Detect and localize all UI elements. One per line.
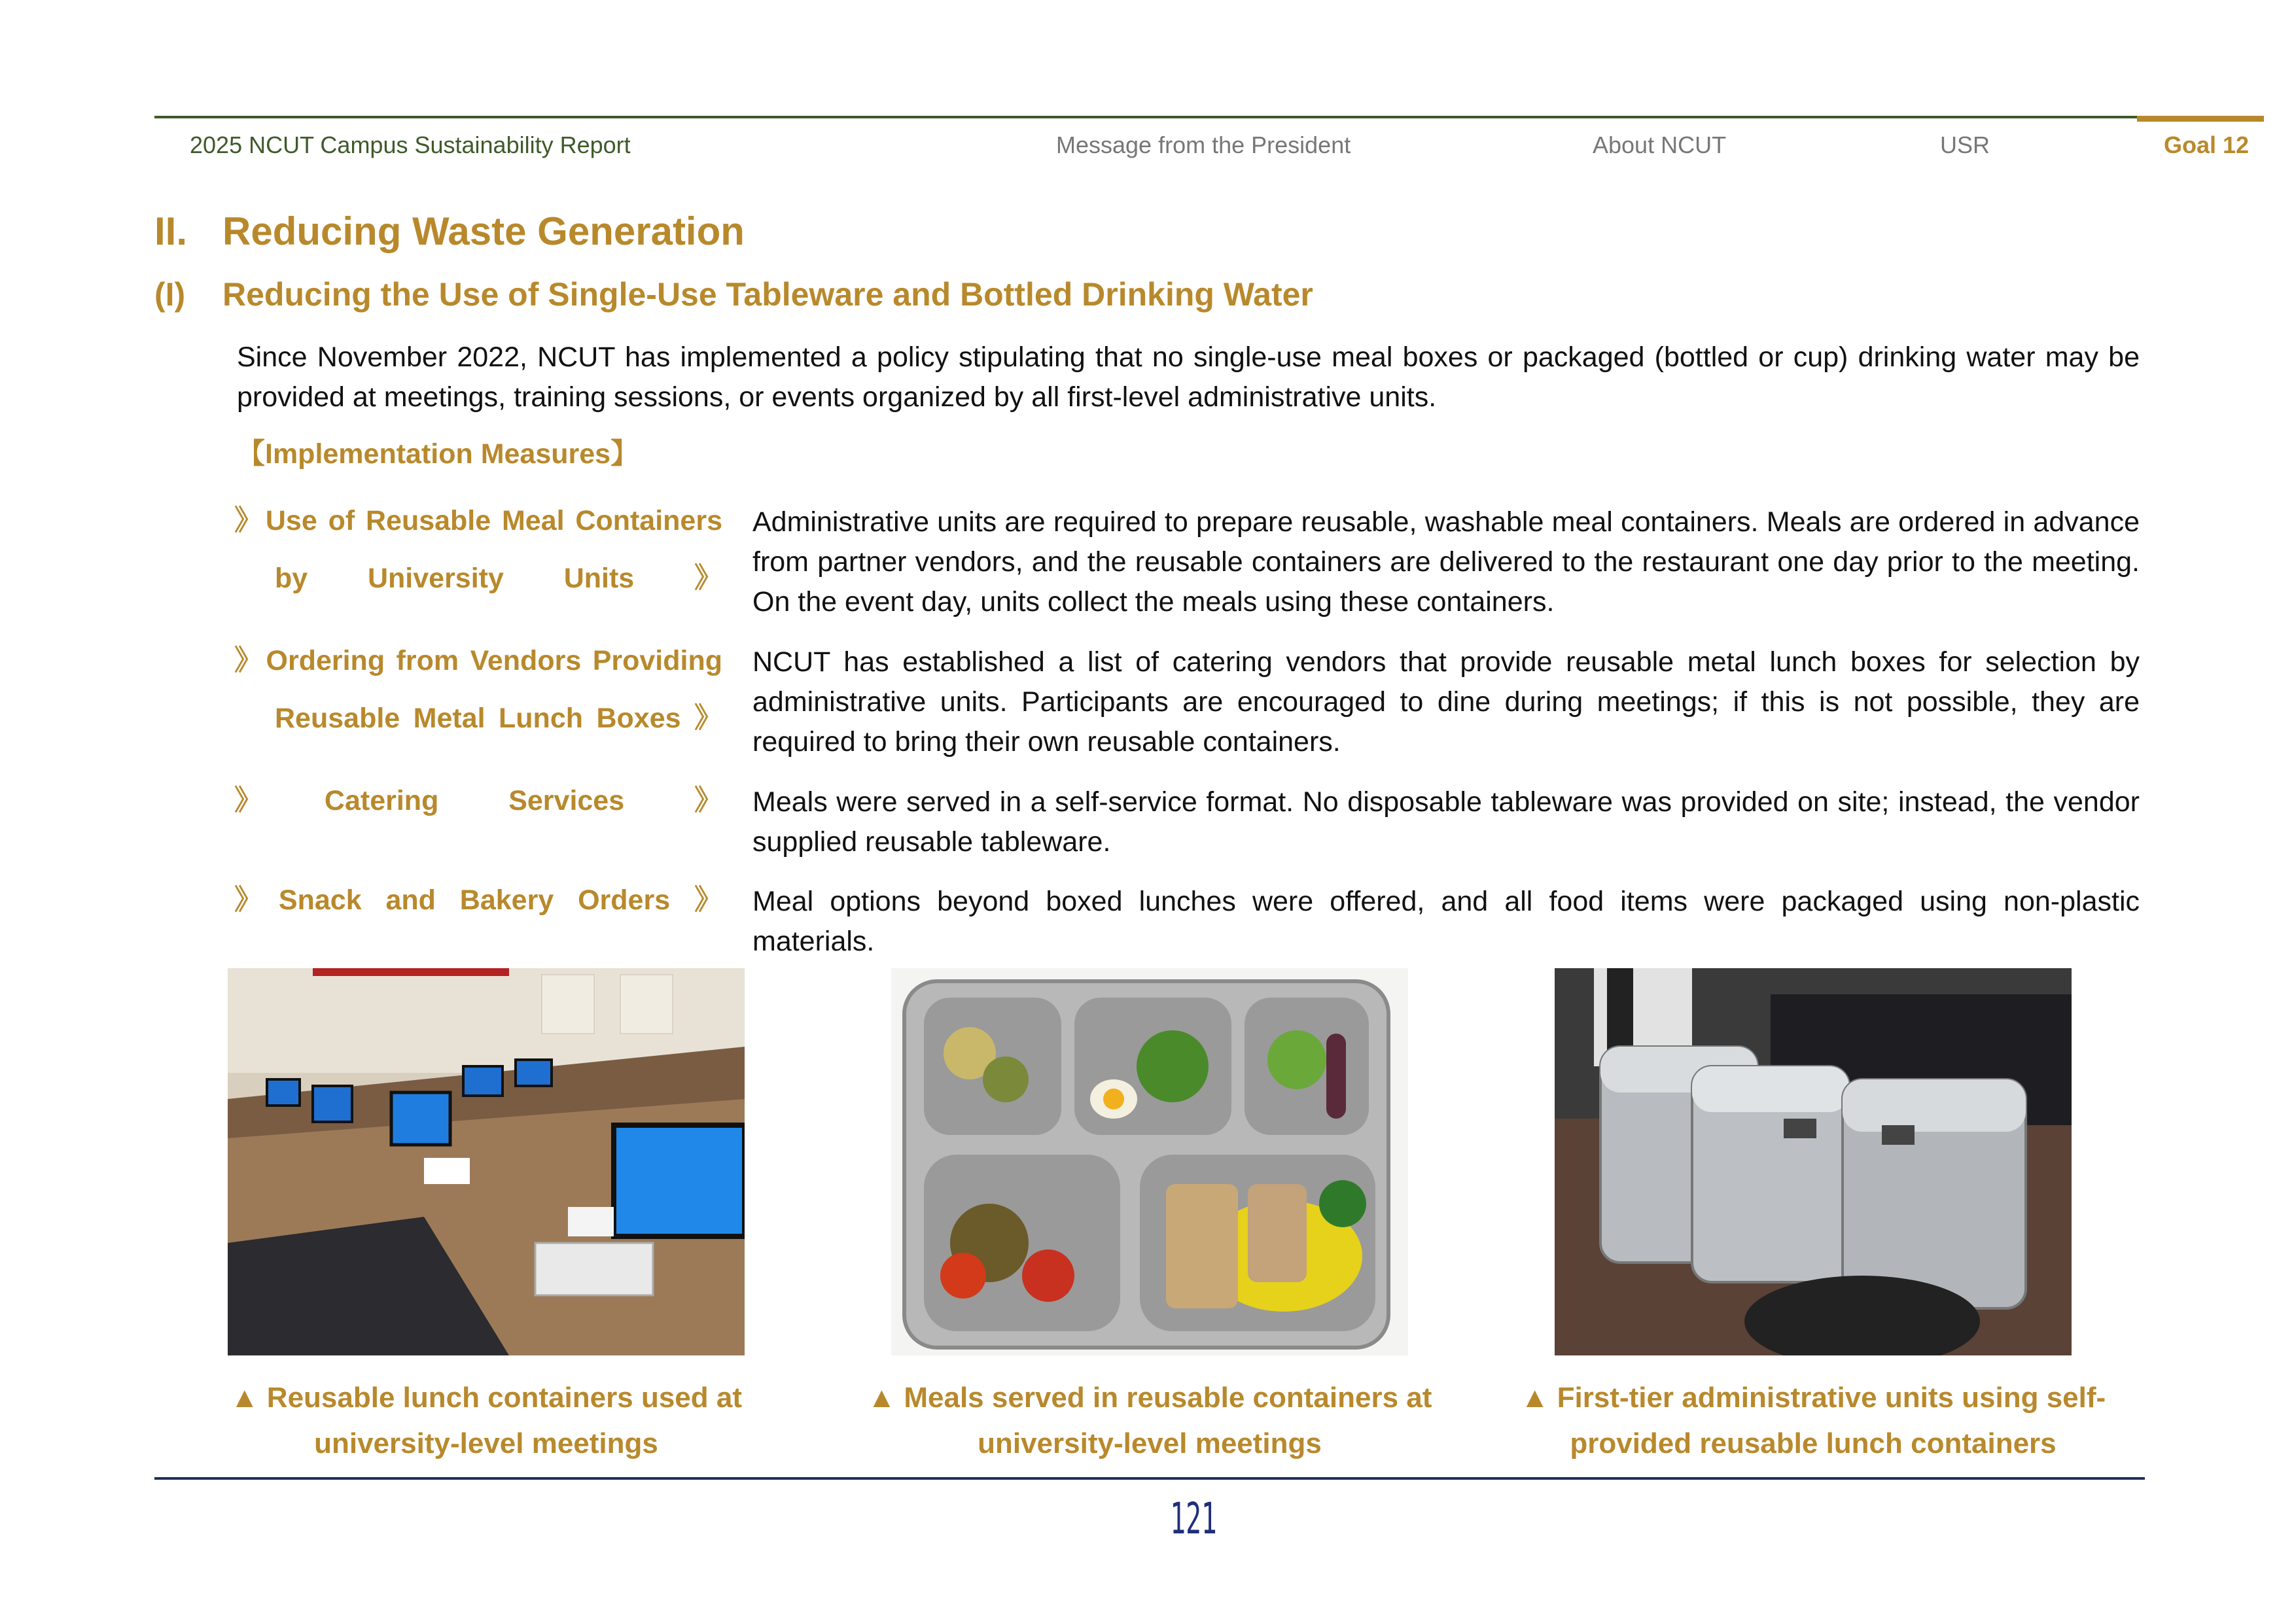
measure-title-2-line2: Reusable Metal Lunch Boxes 》: [275, 703, 722, 734]
measure-title-1-line1: 》Use of Reusable Meal Containers: [234, 505, 722, 536]
header-goal-marker: [2137, 116, 2264, 122]
page-number: 121: [1170, 1493, 1217, 1544]
measure-title-3-line1: 》Catering Services 》: [234, 785, 722, 816]
header-rule: [154, 116, 2137, 118]
measure-description-2: NCUT has established a list of catering vendors that provide reusable metal lunch boxes for selection by administrative units. Participants are encouraged to dine during meetings; if this is not possible, they are required to bring their own reusable containers.: [752, 646, 2140, 758]
subsection-heading: [154, 273, 1313, 315]
photo-caption-3-line2: provided reusable lunch containers: [1570, 1427, 2057, 1459]
subsection-number: (I): [154, 276, 186, 313]
measure-title-2: [234, 632, 722, 747]
photo-caption-2: [822, 1375, 1477, 1467]
measure-description-1: Administrative units are required to prepare reusable, washable meal containers. Meals are ordered in advance from partner vendors, and the reusable containers are delivered to the restaurant one day prior to the meeting. On the event day, units collect the meals using these containers.: [752, 506, 2140, 618]
nav-message-from-president[interactable]: Message from the President: [1056, 131, 1351, 158]
implementation-measures-label: 【Implementation Measures】: [237, 438, 639, 470]
measure-title-2-line1: 》Ordering from Vendors Providing: [234, 645, 722, 676]
photo-caption-1-line2: university-level meetings: [314, 1427, 658, 1459]
nav-about-ncut[interactable]: About NCUT: [1593, 131, 1727, 158]
measure-description-4: Meal options beyond boxed lunches were offered, and all food items were packaged using non-plastic materials.: [752, 886, 2140, 957]
photo-meal-in-metal-tray: [891, 968, 1408, 1355]
measure-title-1-line2: by University Units 》: [275, 563, 722, 594]
section-heading: [154, 207, 745, 256]
footer-rule: [154, 1477, 2145, 1480]
measure-title-4-line1: 》Snack and Bakery Orders 》: [234, 884, 722, 916]
nav-goal-12[interactable]: Goal 12: [2164, 131, 2250, 158]
photo-meeting-room-lunch-containers: [228, 968, 745, 1355]
photo-caption-3-line1: ▲ First-tier administrative units using self-: [1520, 1382, 2106, 1414]
photo-stacked-metal-lunch-boxes: [1555, 968, 2072, 1355]
intro-paragraph: Since November 2022, NCUT has implemented a policy stipulating that no single-use meal boxes or packaged (bottled or cup) drinking water may be provided at meetings, training sessions, or events organized by all first-level administrative units.: [237, 341, 2140, 413]
section-title: Reducing Waste Generation: [222, 209, 745, 253]
measure-description-3: Meals were served in a self-service format. No disposable tableware was provided on site; instead, the vendor supplied reusable tableware.: [752, 786, 2140, 858]
subsection-title: Reducing the Use of Single-Use Tableware and Bottled Drinking Water: [222, 276, 1313, 313]
report-title: 2025 NCUT Campus Sustainability Report: [190, 131, 631, 158]
photo-caption-2-line2: university-level meetings: [978, 1427, 1322, 1459]
measure-title-4: [234, 871, 722, 929]
photo-caption-2-line1: ▲ Meals served in reusable containers at: [867, 1382, 1432, 1414]
measure-title-3: [234, 772, 722, 829]
measure-title-1: [234, 492, 722, 607]
photo-caption-1-line1: ▲ Reusable lunch containers used at: [230, 1382, 742, 1414]
photo-caption-1: [159, 1375, 813, 1467]
nav-usr[interactable]: USR: [1940, 131, 1990, 158]
photo-caption-3: [1486, 1375, 2140, 1467]
section-number: II.: [154, 209, 188, 253]
